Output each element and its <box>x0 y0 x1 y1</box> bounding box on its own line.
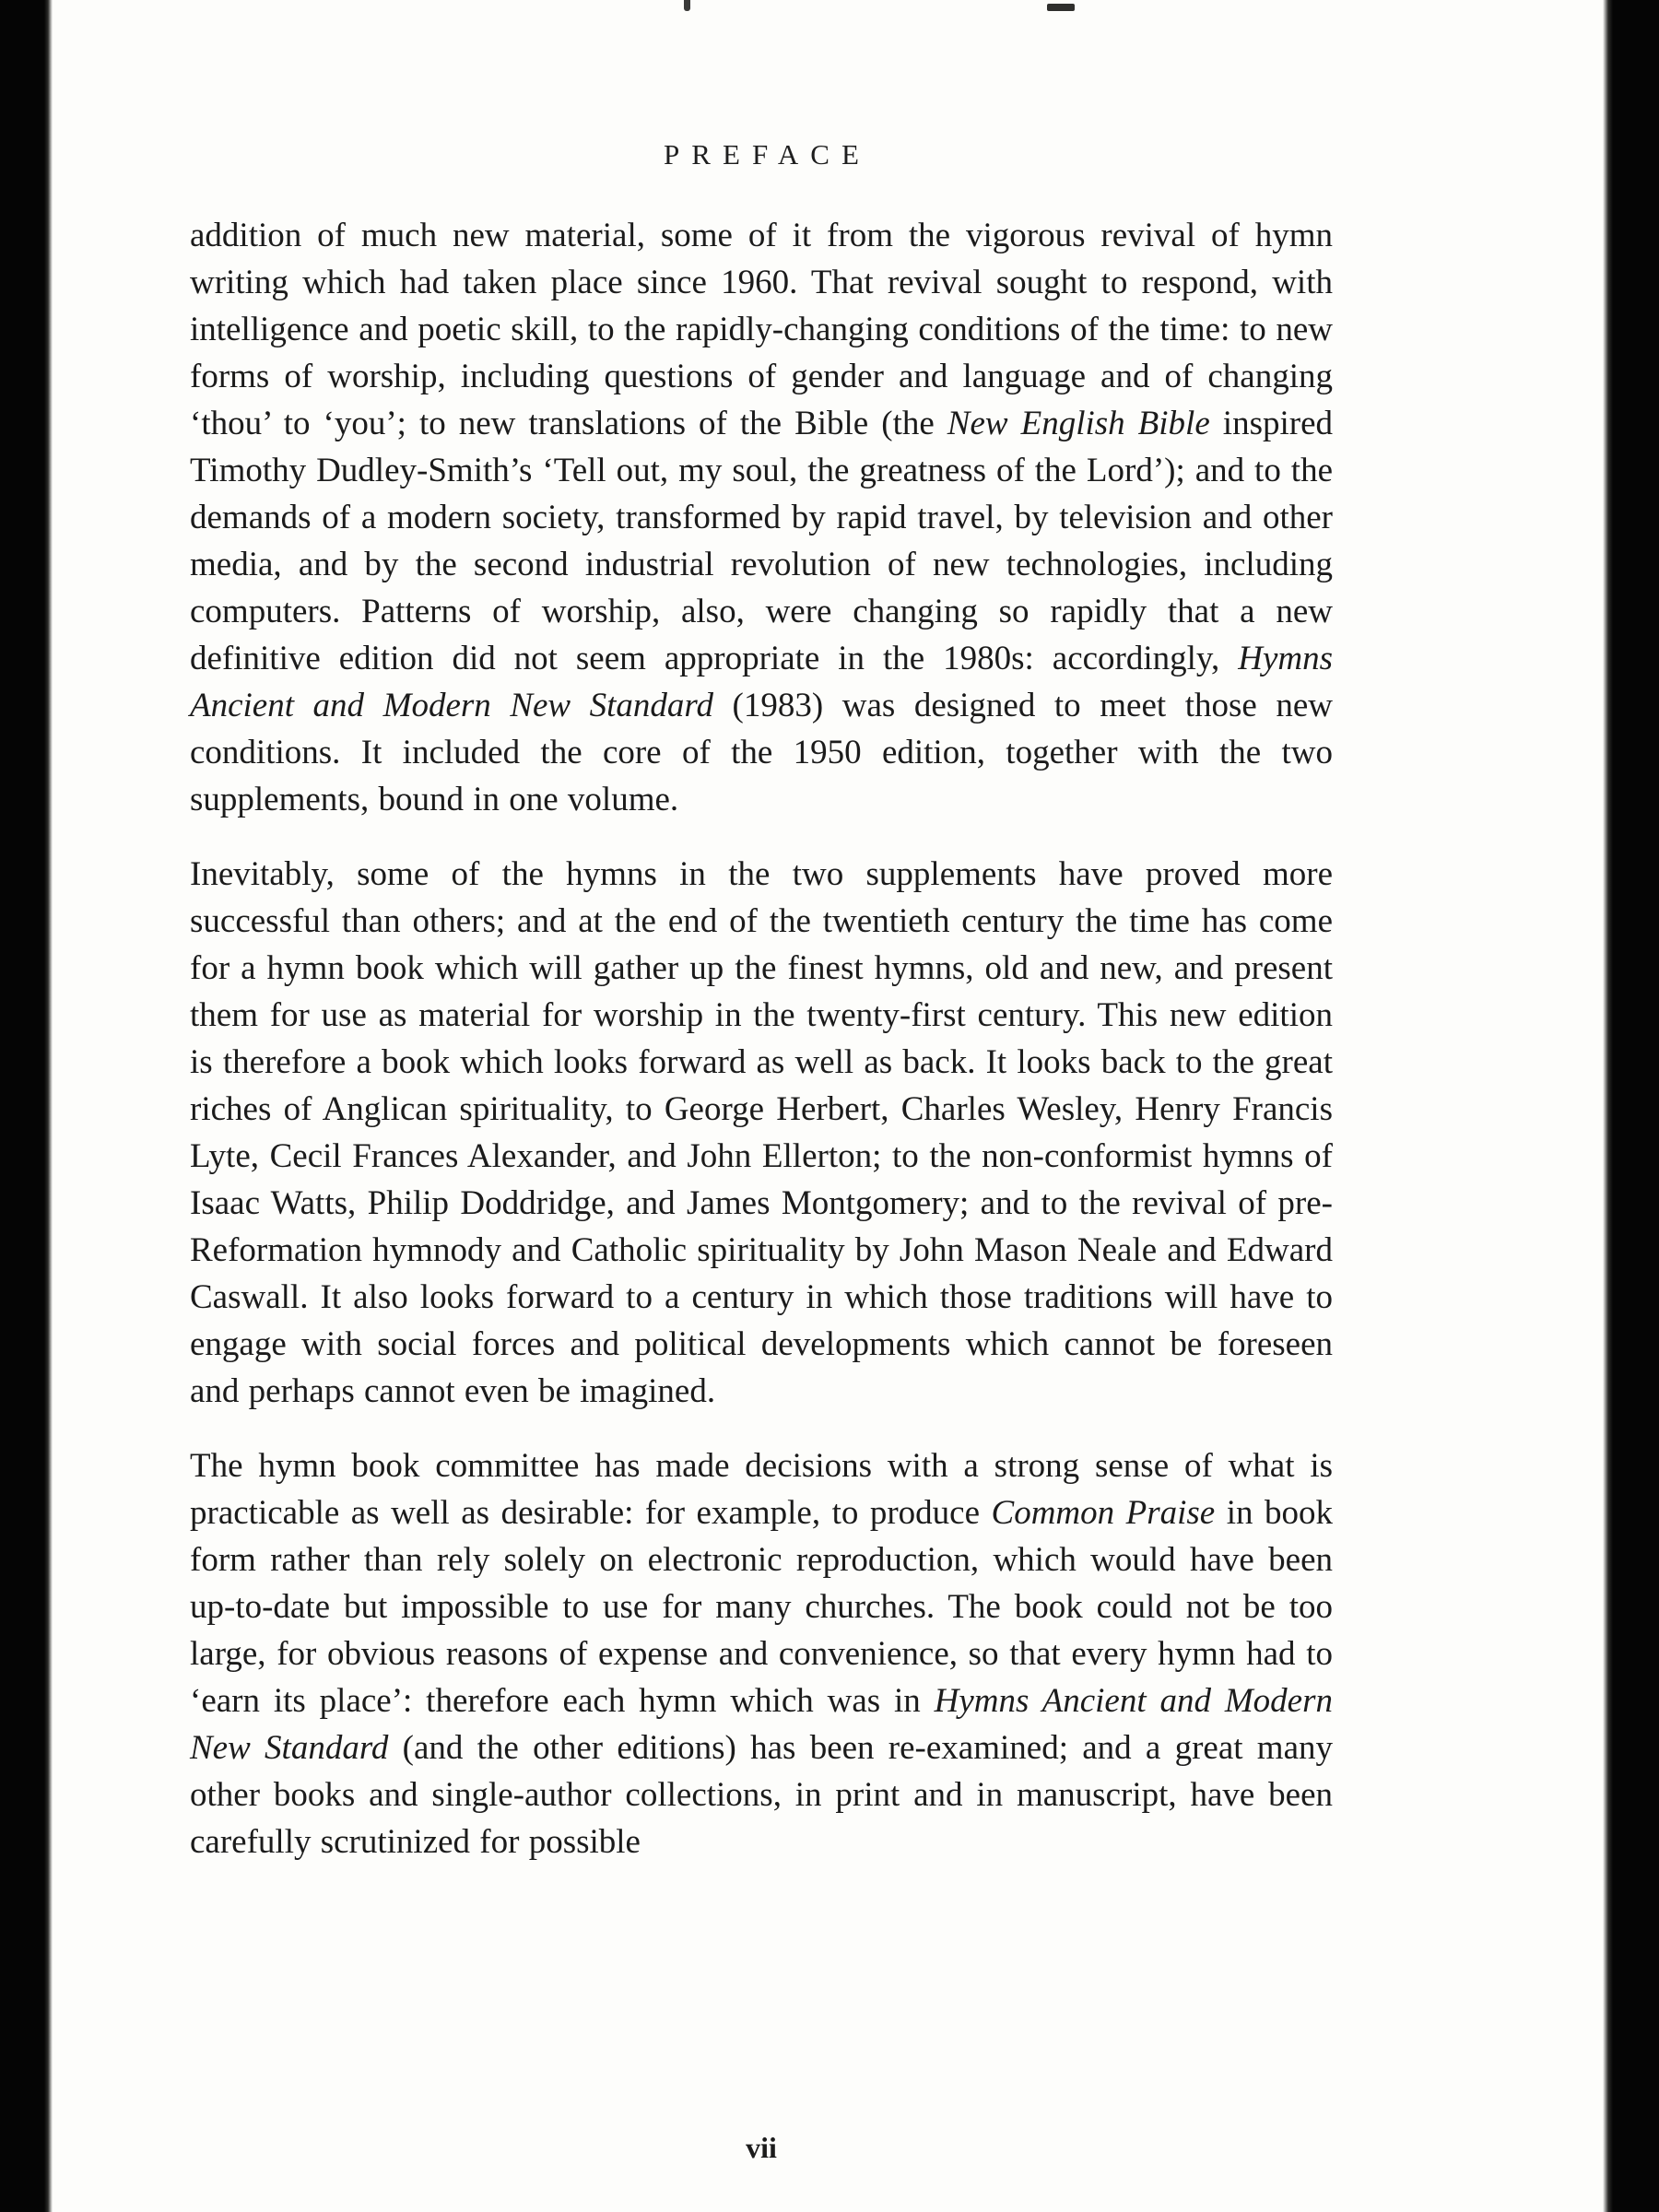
paragraph <box>190 851 1333 1415</box>
page-number: vii <box>746 2131 777 2164</box>
italic-text: Hymns Ancient and Modern New Standard <box>190 640 1333 724</box>
scan-gutter-bar-left <box>0 0 53 2212</box>
italic-text: Hymns Ancient and Modern New Standard <box>190 1682 1333 1767</box>
italic-text: Common Praise <box>991 1494 1216 1532</box>
scan-artifact-mark-right <box>1047 4 1075 11</box>
body-text: (1983) was designed to meet those new conditions. It included the core of the 1950 edition, together with the two supplements, bound in one volume. <box>190 687 1334 818</box>
preface-title: PREFACE <box>664 138 871 171</box>
preface-body <box>190 212 1333 1865</box>
scan-gutter-bar-right <box>1603 0 1659 2212</box>
body-text: (and the other editions) has been re-examined; and a great many other books and single-author collections, in print and in manuscript, have been carefully scrutinized for possible <box>190 1729 1334 1861</box>
body-text: addition of much new material, some of it from the vigorous revival of hymn writing which had taken place since 1960. That revival sought to respond, with intelligence and poetic skill, to the rapidly-changing conditions of the time: to new forms of worship, including questions of gender and language and of changing ‘thou’ to ‘you’; to new translations of the Bible (the <box>190 217 1333 442</box>
body-text: inspired Timothy Dudley-Smith’s ‘Tell out, my soul, the greatness of the Lord’); and to the demands of a modern society, transformed by rapid travel, by television and other media, and by the second industrial revolution of new technologies, including computers. Patterns of worship, also, were changing so rapidly that a new definitive edition did not seem appropriate in the 1980s: accordingly, <box>190 405 1333 677</box>
scan-artifact-mark-center <box>684 0 690 11</box>
italic-text: New English Bible <box>947 405 1210 442</box>
paragraph <box>190 212 1333 823</box>
body-text: in book form rather than rely solely on electronic reproduction, which would have been up-to-date but impossible to use for many churches. The book could not be too large, for obvious reasons of expense and convenience, so that every hymn had to ‘earn its place’: therefore each hymn which was in <box>190 1494 1333 1720</box>
paragraph <box>190 1442 1333 1865</box>
page-content <box>190 138 1333 1865</box>
body-text: Inevitably, some of the hymns in the two supplements have proved more successful than others; and at the end of the twentieth century the time has come for a hymn book which will gather up the finest hymns, old and new, and present them for use as material for worship in the twenty-first century. This new edition is therefore a book which looks forward as well as back. It looks back to the great riches of Anglican spirituality, to George Herbert, Charles Wesley, Henry Francis Lyte, Cecil Frances Alexander, and John Ellerton; to the non-conformist hymns of Isaac Watts, Philip Doddridge, and James Montgomery; and to the revival of pre-Reformation hymnody and Catholic spirituality by John Mason Neale and Edward Caswall. It also looks forward to a century in which those traditions will have to engage with social forces and political developments which cannot be foreseen and perhaps cannot even be imagined. <box>190 855 1333 1410</box>
body-text: The hymn book committee has made decisions with a strong sense of what is practicable as well as desirable: for example, to produce <box>190 1447 1333 1532</box>
